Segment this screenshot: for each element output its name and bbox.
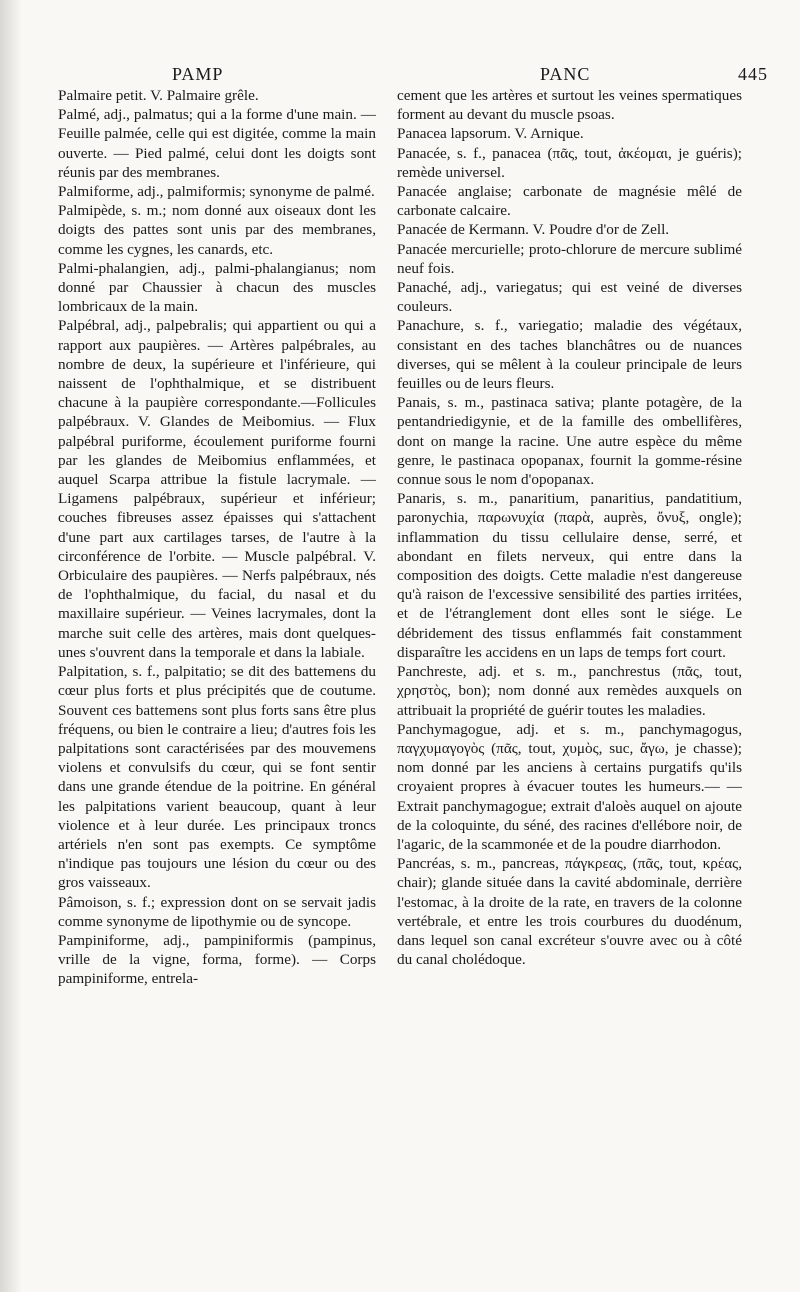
entry-panacee-anglaise: Panacée anglaise; carbonate de magnésie mêlé de carbonate calcaire. xyxy=(397,183,742,220)
entry-palme: Palmé, adj., palmatus; qui a la forme d'une main. — Feuille palmée, celle qui est digitée, comme la main ouverte. — Pied palmé, celui dont les doigts sont réunis par des membranes. xyxy=(58,106,376,181)
entry-panacea-lapsorum: Panacea lapsorum. V. Arnique. xyxy=(397,125,584,143)
page-gutter-shadow xyxy=(0,0,22,1292)
entry-palmi-phalangien: Palmi-phalangien, adj., palmi-phalangianus; nom donné par Chaussier à chacun des muscles lombricaux de la main. xyxy=(58,259,376,316)
entry-palmiforme: Palmiforme, adj., palmiformis; synonyme de palmé. xyxy=(58,183,375,201)
entry-panaris: Panaris, s. m., panaritium, panaritius, pandatitium, paronychia, παρωνυχία (παρὰ, auprès, ὄνυξ, ongle); inflammation du tissu cellulaire dense, serré, et abondant en filets nerveux, qui entre dans la composition des doigts. Cette maladie n'est dangereuse qu'à raison de l'excessive sensibilité des parties irritées, et de l'étranglement dont elles sont le siége. Le débridement des tissus enflammés fait constamment disparaître les accidens en un laps de temps fort court. xyxy=(397,490,742,661)
entry-panacee-kermann: Panacée de Kermann. V. Poudre d'or de Zell. xyxy=(397,221,670,239)
page-number: 445 xyxy=(738,64,768,84)
entry-panchymagogue: Panchymagogue, adj. et s. m., panchymagogus, παγχυμαγογὸς (πᾶς, tout, χυμὸς, suc, ἄγω, je chasse); nom donné par les anciens à certains purgatifs qu'ils croyaient propres à évacuer toutes les humeurs.— — Extrait panchymagogue; extrait d'aloès auquel on ajoute de la coloquinte, du séné, des racines d'ellébore noir, de l'agaric, de la scammonée et de la poudre diarrhodon. xyxy=(397,720,742,853)
entry-palmipede: Palmipède, s. m.; nom donné aux oiseaux dont les doigts des pattes sont unis par des membranes, comme les cygnes, les canards, etc. xyxy=(58,202,376,258)
running-header xyxy=(60,64,770,88)
entry-palpebral: Palpébral, adj., palpebralis; qui appartient ou qui a rapport aux paupières. — Artères palpébrales, au nombre de deux, la supérieure et l'inférieure, qui naissent de l'ophthalmique, et se distribuent chacune à la paupière correspondante.—Follicules palpébraux. V. Glandes de Meibomius. — Flux palpébral puriforme, écoulement puriforme fourni par les glandes de Meibomius enflammées, et auquel Scarpa attribue la fistule lacrymale. — Ligamens palpébraux, supérieur et inférieur; couches fibreuses assez épaisses qui s'attachent d'une part aux cartilages tarses, de l'autre à la circonférence de l'orbite. — Muscle palpébral. V. Orbiculaire des paupières. — Nerfs palpébraux, nés de l'ophthalmique, du facial, du nasal et du maxillaire supérieur. — Veines lacrymales, dont la marche suit celle des artères, mais dont quelques-unes s'ouvrent dans la temporale et dans la labiale. xyxy=(58,317,376,661)
entry-panachure: Panachure, s. f., variegatio; maladie des végétaux, consistant en des taches blanchâtres ou de nuances diverses, qui se mêlent à la couleur principale de leurs feuilles ou de leurs fleurs. xyxy=(397,317,742,393)
entry-panchreste: Panchreste, adj. et s. m., panchrestus (πᾶς, tout, χρηστὸς, bon); nom donné aux remèdes auxquels on attribuait la propriété de guérir toutes les maladies. xyxy=(397,663,742,719)
entry-panacee: Panacée, s. f., panacea (πᾶς, tout, ἀκέομαι, je guéris); remède universel. xyxy=(397,144,742,181)
entry-panache: Panaché, adj., variegatus; qui est veiné de diverses couleurs. xyxy=(397,279,742,316)
header-left-word: PAMP xyxy=(172,64,224,84)
entry-pancreas: Pancréas, s. m., pancreas, πάγκρεας, (πᾶς, tout, κρέας, chair); glande située dans la cavité abdominale, derrière l'estomac, à la droite de la rate, en travers de la colonne vertébrale, et entre les trois courbures du duodénum, dans lequel son canal excréteur s'ouvre avec ou à côté du canal cholédoque. xyxy=(397,855,742,969)
entry-palpitation: Palpitation, s. f., palpitatio; se dit des battemens du cœur plus forts et plus précipités que de coutume. Souvent ces battemens sont plus forts sans être plus fréquens, ou bien le contraire a lieu; d'autres fois les palpitations sont caractérisées par des mouvemens violens et convulsifs du cœur, qui se font sentir dans une grande étendue de la poitrine. En général les palpitations varient beaucoup, quant à leur violence et à leur durée. Les principaux troncs artériels n'en sont pas exempts. Ce symptôme n'indique pas toujours une lésion du cœur ou des gros vaisseaux. xyxy=(58,663,376,892)
entry-panais: Panais, s. m., pastinaca sativa; plante potagère, de la pentandriedigynie, et de la famille des ombellifères, dont on mange la racine. Une autre espèce du même genre, le pastinaca opopanax, fournit la gomme-résine connue sous le nom d'opopanax. xyxy=(397,394,742,489)
entry-continuation: cement que les artères et surtout les veines spermatiques forment au devant du muscle psoas. xyxy=(397,87,742,124)
header-right-word: PANC xyxy=(540,64,591,84)
entry-panacee-mercurielle: Panacée mercurielle; proto-chlorure de mercure sublimé neuf fois. xyxy=(397,240,742,277)
left-column xyxy=(58,86,376,989)
right-column xyxy=(397,86,742,969)
entry-pampiniforme: Pampiniforme, adj., pampiniformis (pampinus, vrille de la vigne, forma, forme). — Corps pampiniforme, entrela- xyxy=(58,931,376,988)
entry-pamoison: Pâmoison, s. f.; expression dont on se servait jadis comme synonyme de lipothymie ou de syncope. xyxy=(58,893,376,930)
entry-palmaire-petit: Palmaire petit. V. Palmaire grêle. xyxy=(58,87,259,104)
